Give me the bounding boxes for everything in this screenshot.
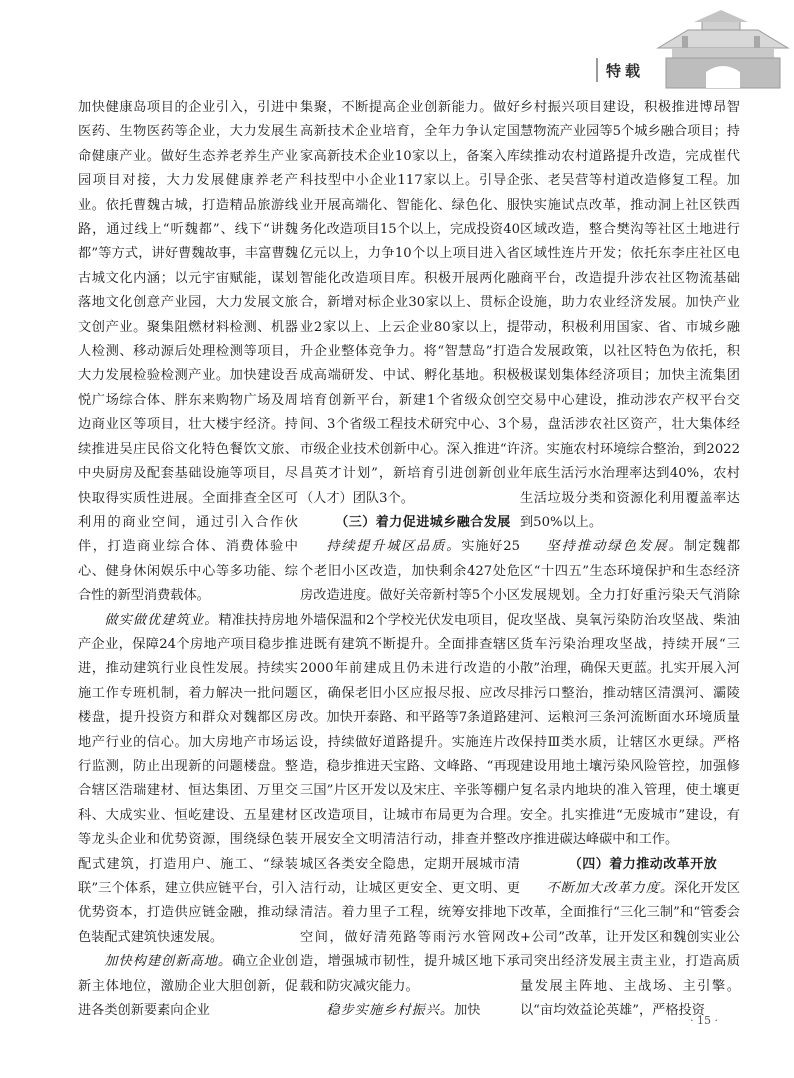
paragraph [520,877,740,1023]
text-column-3 [520,96,740,1023]
paragraph-lead: 坚持推动绿色发展。 [546,539,684,555]
section-tag: 特载 [606,62,645,80]
text-column-1 [78,96,298,1023]
paragraph-body: 实施好25个老旧小区改造，加快剩余427处危房改造进度。做好关帝新村等5个小区外墙保温和2个学校光伏发电项目，促进既有建筑不断提升。全面排查辖区2000年前建成且仍未进行改造的小区，确保老旧小区应报尽报、应改尽改。加快开泰路、和平路等7条道路建设，持续做好道路提升。实施连片改造，稳步推进天宝路、文峰路、“再现三国”片区开发以及宋庄、辛张等棚户区改造项目，让城市布局更为合理。开展安全文明清洁行动，排查并整改城区各类安全隐患，定期开展城市清洁行动，让城区更安全、更文明、更清洁。着力里子工程，统筹安排地下空间，做好清苑路等雨污水管网改造，增强城市韧性，提升城区地下承载和防灾减灾能力。 [300,539,521,994]
paragraph-lead: 加快构建创新高地。 [104,954,233,970]
paragraph-body: 深化开发区改革，全面推行“三化三制”和“管委会+公司”改革，让开发区和魏创实业公司突出经济发展主责主业，打造高质量发展主阵地、主战场、主引擎。以“亩均效益论英雄”，严格投资 [520,881,741,1019]
section-heading: （三）着力促进城乡融合发展 [335,514,511,530]
paragraph [300,999,520,1023]
header-divider [596,58,598,82]
paragraph-lead: 持续提升城区品质。 [326,539,462,555]
paragraph [520,535,740,852]
section-heading: （四）着力推动改革开放 [568,856,718,872]
city-gate-emblem-icon [648,8,794,92]
paragraph: 集聚，不断提高企业创新能力。做好高新技术企业培育，全年力争认定国家高新技术企业10家以上，备案入库科技型中小企业117家以上。引导企业开展高端化、智能化、绿色化、服务化改造项目15个以上，完成投资40亿元以上，力争10个以上项目进入省智能化改造项目库。积极开展两化融合，新增对标企业30家以上、贯标企业2家以上、上云企业80家以上，提升企业整体竞争力。将“智慧岛”打造成高端研发、中试、孵化基地。积极培育创新平台，新建1个省级众创空间、3个省级工程技术研究中心、3个市级企业技术创新中心。深入推进“许昌英才计划”，新培育引进创新创业（人才）团队3个。 [300,100,520,506]
page-number: · 15 · [690,1014,718,1027]
paragraph [78,950,298,1023]
paragraph-body: 制定魏都区“十四五”生态环境保护和生态经济发展规划。全力打好重污染天气消除攻坚战、臭氧污染防治攻坚战、柴油货车污染治理攻坚战，持续开展“三散”治理，确保天更蓝。扎实开展入河排污口整治，推动辖区清潩河、灞陵河、运粮河三条河流断面水环境质量保持Ⅲ类水质，让辖区水更绿。严格建设用地土壤污染风险管控，加强修复名录内地块的准入管理，使土壤更安全。扎实推进“无废城市”建设，有序推进碳达峰碳中和工作。 [520,539,741,848]
text-column-2 [300,96,520,1023]
paragraph [78,609,298,951]
paragraph [300,535,520,999]
paragraph-body: 确立企业创新主体地位，激励企业大胆创新，促进各类创新要素向企业 [78,954,299,1019]
paragraph: 乡村振兴项目建设，积极推进博昂智慧物流产业园等5个城乡融合项目；持续推动农村道路提升改造，完成崔代张、老吴营等村道改造修复工程。加快实施试点改革，推动洞上社区铁西区域改造，整合樊沟等社区土地进行区域性连片开发；依托东李庄社区电商平台，改造提升涉农社区物流基础设施，助力农业经济发展。加快产业带动，积极利用国家、省、市城乡融合发展政策，以社区特色为依托，积极谋划集体经济项目；加快主流集团交易中心建设，推动涉农产权平台交易，盘活涉农社区资产，壮大集体经济。实施农村环境综合整治，到2022年底生活污水治理率达到40%，农村生活垃圾分类和资源化利用覆盖率达到50%以上。 [520,100,740,530]
paragraph-lead: 不断加大改革力度。 [546,881,675,896]
paragraph-lead: 稳步实施乡村振兴。 [326,1003,455,1019]
paragraph-body: 精准扶持房地产企业，保障24个房地产项目稳步推进，推动建筑行业良性发展。持续实施工作专班机制，着力解决一批问题楼盘，提升投资方和群众对魏都区房地产行业的信心。加大房地产市场运行监测，防止出现新的问题楼盘。整合辖区浩瑞建材、恒达集团、万里交科、大成实业、恒屹建设、五星建材等龙头企业和优势资源，围绕绿色装配式建筑，打造用户、施工、“绿装联”三个体系，建立供应链平台，引入优势资本，打造供应链金融，推动绿色装配式建筑快速发展。 [78,612,299,945]
paragraph-body: 加快 [454,1003,481,1019]
paragraph-lead: 做实做优建筑业。 [104,612,219,628]
paragraph: 加快健康岛项目的企业引入，引进中医药、生物医药等企业，大力发展生命健康产业。做好生态养老养生产业园项目对接，大力发展健康养老产业。依托曹魏古城，打造精品旅游线路，通过线上“听魏都”、线下“讲魏都”等方式，讲好曹魏故事，丰富曹魏古城文化内涵；以元宇宙赋能，谋划落地文化创意产业园，大力发展文旅文创产业。聚集阻燃材料检测、机器人检测、移动源后处理检测等项目，大力发展检验检测产业。加快建设吾悦广场综合体、胖东来购物广场及周边商业区等项目，壮大楼宇经济。持续推进吴庄民俗文化特色餐饮文旅、中央厨房及配套基础设施等项目，尽快取得实质性进展。全面排查全区可利用的商业空间，通过引入合作伙伴，打造商业综合体、消费体验中心、健身休闲娱乐中心等多功能、综合性的新型消费载体。 [78,100,298,604]
page-header [0,0,794,100]
